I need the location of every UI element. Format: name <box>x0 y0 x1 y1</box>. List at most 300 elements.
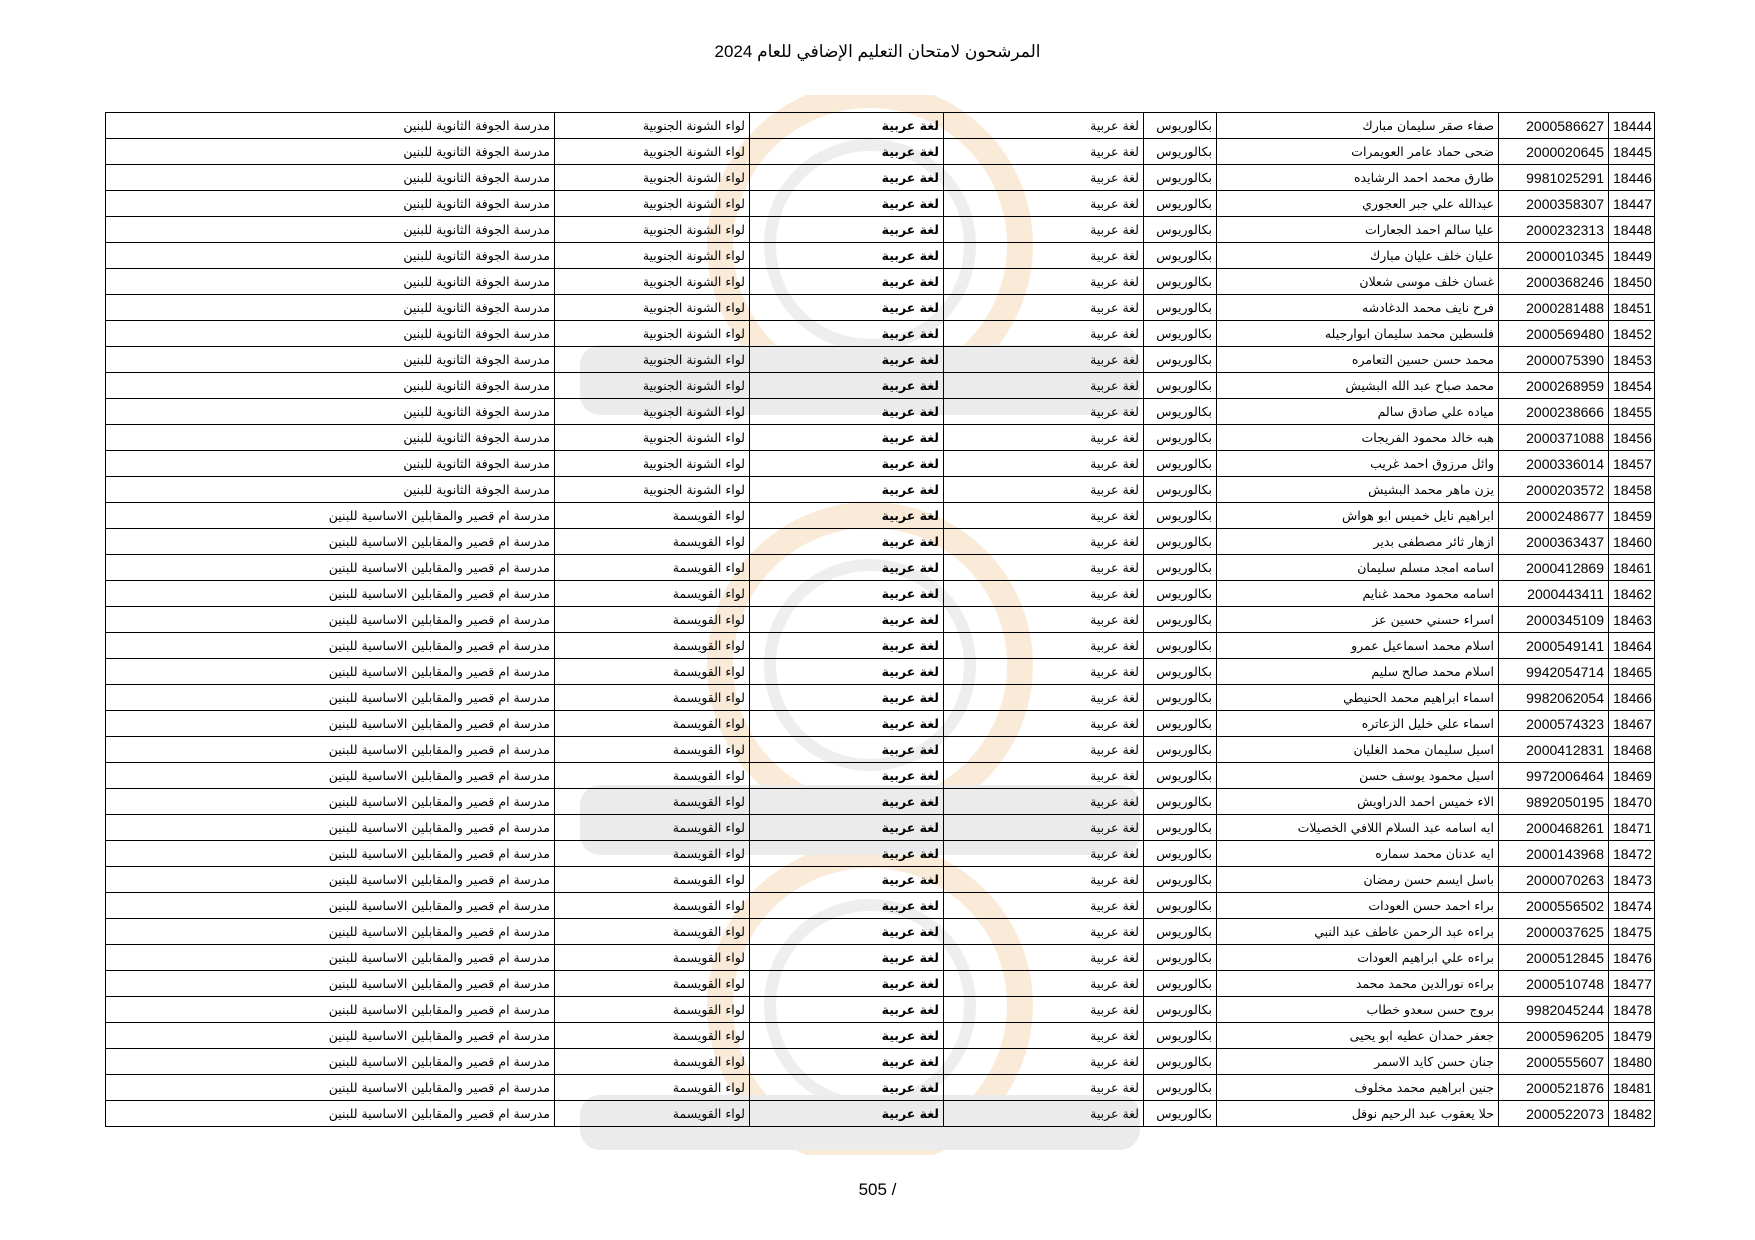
table-row <box>106 321 1655 347</box>
directorate-cell: لواء الشونة الجنوبية <box>555 165 750 191</box>
directorate-cell: لواء القويسمة <box>555 659 750 685</box>
branch-cell: لغة عربية <box>944 737 1144 763</box>
directorate-cell: لواء القويسمة <box>555 763 750 789</box>
certificate-cell: بكالوريوس <box>1144 373 1217 399</box>
national-id-cell: 2000037625 <box>1499 919 1609 945</box>
candidate-name-cell: عليان خلف عليان مبارك <box>1217 243 1499 269</box>
exam-school-cell: مدرسة الجوفة الثانوية للبنين <box>106 347 555 373</box>
table-row <box>106 269 1655 295</box>
specialty-cell: لغة عربية <box>750 1101 944 1127</box>
sequence-number-cell: 18475 <box>1609 919 1655 945</box>
table-row <box>106 555 1655 581</box>
exam-school-cell: مدرسة ام قصير والمقابلين الاساسية للبنين <box>106 1023 555 1049</box>
table-row <box>106 503 1655 529</box>
exam-school-cell: مدرسة ام قصير والمقابلين الاساسية للبنين <box>106 659 555 685</box>
exam-school-cell: مدرسة ام قصير والمقابلين الاساسية للبنين <box>106 815 555 841</box>
specialty-cell: لغة عربية <box>750 711 944 737</box>
sequence-number-cell: 18465 <box>1609 659 1655 685</box>
specialty-cell: لغة عربية <box>750 919 944 945</box>
table-row <box>106 789 1655 815</box>
certificate-cell: بكالوريوس <box>1144 867 1217 893</box>
certificate-cell: بكالوريوس <box>1144 243 1217 269</box>
national-id-cell: 2000549141 <box>1499 633 1609 659</box>
table-row <box>106 451 1655 477</box>
table-body <box>106 113 1655 1127</box>
exam-school-cell: مدرسة ام قصير والمقابلين الاساسية للبنين <box>106 607 555 633</box>
sequence-number-cell: 18482 <box>1609 1101 1655 1127</box>
directorate-cell: لواء القويسمة <box>555 685 750 711</box>
branch-cell: لغة عربية <box>944 113 1144 139</box>
sequence-number-cell: 18455 <box>1609 399 1655 425</box>
specialty-cell: لغة عربية <box>750 529 944 555</box>
sequence-number-cell: 18463 <box>1609 607 1655 633</box>
certificate-cell: بكالوريوس <box>1144 581 1217 607</box>
certificate-cell: بكالوريوس <box>1144 685 1217 711</box>
directorate-cell: لواء الشونة الجنوبية <box>555 373 750 399</box>
sequence-number-cell: 18477 <box>1609 971 1655 997</box>
sequence-number-cell: 18450 <box>1609 269 1655 295</box>
specialty-cell: لغة عربية <box>750 373 944 399</box>
sequence-number-cell: 18457 <box>1609 451 1655 477</box>
branch-cell: لغة عربية <box>944 451 1144 477</box>
branch-cell: لغة عربية <box>944 191 1144 217</box>
specialty-cell: لغة عربية <box>750 945 944 971</box>
exam-school-cell: مدرسة الجوفة الثانوية للبنين <box>106 165 555 191</box>
branch-cell: لغة عربية <box>944 763 1144 789</box>
certificate-cell: بكالوريوس <box>1144 139 1217 165</box>
branch-cell: لغة عربية <box>944 945 1144 971</box>
candidate-name-cell: براءه علي ابراهيم العودات <box>1217 945 1499 971</box>
candidate-name-cell: اسيل سليمان محمد الغليان <box>1217 737 1499 763</box>
directorate-cell: لواء الشونة الجنوبية <box>555 269 750 295</box>
exam-school-cell: مدرسة الجوفة الثانوية للبنين <box>106 321 555 347</box>
directorate-cell: لواء الشونة الجنوبية <box>555 451 750 477</box>
table-row <box>106 737 1655 763</box>
candidate-name-cell: صفاء صقر سليمان مبارك <box>1217 113 1499 139</box>
national-id-cell: 2000368246 <box>1499 269 1609 295</box>
sequence-number-cell: 18453 <box>1609 347 1655 373</box>
page-title: المرشحون لامتحان التعليم الإضافي للعام 2024 <box>714 42 1041 61</box>
candidate-name-cell: ايه عدنان محمد سماره <box>1217 841 1499 867</box>
specialty-cell: لغة عربية <box>750 191 944 217</box>
exam-school-cell: مدرسة ام قصير والمقابلين الاساسية للبنين <box>106 503 555 529</box>
directorate-cell: لواء الشونة الجنوبية <box>555 295 750 321</box>
exam-school-cell: مدرسة ام قصير والمقابلين الاساسية للبنين <box>106 633 555 659</box>
certificate-cell: بكالوريوس <box>1144 893 1217 919</box>
sequence-number-cell: 18447 <box>1609 191 1655 217</box>
candidate-name-cell: براءه عبد الرحمن عاطف عبد النبي <box>1217 919 1499 945</box>
exam-school-cell: مدرسة ام قصير والمقابلين الاساسية للبنين <box>106 893 555 919</box>
branch-cell: لغة عربية <box>944 555 1144 581</box>
candidate-name-cell: محمد حسن حسين التعامره <box>1217 347 1499 373</box>
branch-cell: لغة عربية <box>944 997 1144 1023</box>
directorate-cell: لواء القويسمة <box>555 555 750 581</box>
directorate-cell: لواء الشونة الجنوبية <box>555 399 750 425</box>
branch-cell: لغة عربية <box>944 971 1144 997</box>
branch-cell: لغة عربية <box>944 607 1144 633</box>
national-id-cell: 2000510748 <box>1499 971 1609 997</box>
exam-school-cell: مدرسة ام قصير والمقابلين الاساسية للبنين <box>106 867 555 893</box>
specialty-cell: لغة عربية <box>750 841 944 867</box>
candidate-name-cell: فلسطين محمد سليمان ابوارجيله <box>1217 321 1499 347</box>
national-id-cell: 2000238666 <box>1499 399 1609 425</box>
directorate-cell: لواء القويسمة <box>555 529 750 555</box>
national-id-cell: 9942054714 <box>1499 659 1609 685</box>
national-id-cell: 2000268959 <box>1499 373 1609 399</box>
sequence-number-cell: 18461 <box>1609 555 1655 581</box>
directorate-cell: لواء الشونة الجنوبية <box>555 139 750 165</box>
specialty-cell: لغة عربية <box>750 217 944 243</box>
specialty-cell: لغة عربية <box>750 893 944 919</box>
directorate-cell: لواء الشونة الجنوبية <box>555 477 750 503</box>
candidate-name-cell: باسل ايسم حسن رمضان <box>1217 867 1499 893</box>
sequence-number-cell: 18476 <box>1609 945 1655 971</box>
specialty-cell: لغة عربية <box>750 113 944 139</box>
directorate-cell: لواء الشونة الجنوبية <box>555 191 750 217</box>
table-row <box>106 841 1655 867</box>
specialty-cell: لغة عربية <box>750 269 944 295</box>
specialty-cell: لغة عربية <box>750 321 944 347</box>
directorate-cell: لواء الشونة الجنوبية <box>555 113 750 139</box>
sequence-number-cell: 18467 <box>1609 711 1655 737</box>
specialty-cell: لغة عربية <box>750 685 944 711</box>
specialty-cell: لغة عربية <box>750 1023 944 1049</box>
candidate-name-cell: جنين ابراهيم محمد مخلوف <box>1217 1075 1499 1101</box>
directorate-cell: لواء القويسمة <box>555 1023 750 1049</box>
table-row <box>106 243 1655 269</box>
sequence-number-cell: 18454 <box>1609 373 1655 399</box>
certificate-cell: بكالوريوس <box>1144 347 1217 373</box>
certificate-cell: بكالوريوس <box>1144 789 1217 815</box>
specialty-cell: لغة عربية <box>750 347 944 373</box>
table-row <box>106 165 1655 191</box>
candidate-name-cell: اسامه امجد مسلم سليمان <box>1217 555 1499 581</box>
table-row <box>106 893 1655 919</box>
national-id-cell: 2000574323 <box>1499 711 1609 737</box>
candidate-name-cell: يزن ماهر محمد البشيش <box>1217 477 1499 503</box>
directorate-cell: لواء القويسمة <box>555 893 750 919</box>
certificate-cell: بكالوريوس <box>1144 1023 1217 1049</box>
branch-cell: لغة عربية <box>944 841 1144 867</box>
national-id-cell: 2000371088 <box>1499 425 1609 451</box>
certificate-cell: بكالوريوس <box>1144 425 1217 451</box>
branch-cell: لغة عربية <box>944 581 1144 607</box>
exam-school-cell: مدرسة الجوفة الثانوية للبنين <box>106 139 555 165</box>
directorate-cell: لواء الشونة الجنوبية <box>555 217 750 243</box>
table-row <box>106 113 1655 139</box>
exam-school-cell: مدرسة الجوفة الثانوية للبنين <box>106 373 555 399</box>
page-number: 505 / <box>858 1180 897 1199</box>
table-row <box>106 295 1655 321</box>
directorate-cell: لواء القويسمة <box>555 789 750 815</box>
national-id-cell: 2000556502 <box>1499 893 1609 919</box>
branch-cell: لغة عربية <box>944 867 1144 893</box>
branch-cell: لغة عربية <box>944 789 1144 815</box>
certificate-cell: بكالوريوس <box>1144 841 1217 867</box>
specialty-cell: لغة عربية <box>750 425 944 451</box>
table-row <box>106 633 1655 659</box>
branch-cell: لغة عربية <box>944 1101 1144 1127</box>
table-row <box>106 529 1655 555</box>
exam-school-cell: مدرسة ام قصير والمقابلين الاساسية للبنين <box>106 1075 555 1101</box>
national-id-cell: 2000358307 <box>1499 191 1609 217</box>
exam-school-cell: مدرسة ام قصير والمقابلين الاساسية للبنين <box>106 711 555 737</box>
table-row <box>106 867 1655 893</box>
table-row <box>106 373 1655 399</box>
candidate-name-cell: مياده علي صادق سالم <box>1217 399 1499 425</box>
candidate-name-cell: فرح نايف محمد الدغادشه <box>1217 295 1499 321</box>
table-row <box>106 711 1655 737</box>
national-id-cell: 2000522073 <box>1499 1101 1609 1127</box>
branch-cell: لغة عربية <box>944 399 1144 425</box>
sequence-number-cell: 18481 <box>1609 1075 1655 1101</box>
table-row <box>106 815 1655 841</box>
exam-school-cell: مدرسة الجوفة الثانوية للبنين <box>106 243 555 269</box>
table-row <box>106 191 1655 217</box>
candidate-name-cell: بروج حسن سعدو خطاب <box>1217 997 1499 1023</box>
sequence-number-cell: 18459 <box>1609 503 1655 529</box>
specialty-cell: لغة عربية <box>750 789 944 815</box>
table-row <box>106 139 1655 165</box>
sequence-number-cell: 18469 <box>1609 763 1655 789</box>
branch-cell: لغة عربية <box>944 269 1144 295</box>
directorate-cell: لواء الشونة الجنوبية <box>555 425 750 451</box>
certificate-cell: بكالوريوس <box>1144 1049 1217 1075</box>
sequence-number-cell: 18480 <box>1609 1049 1655 1075</box>
certificate-cell: بكالوريوس <box>1144 945 1217 971</box>
certificate-cell: بكالوريوس <box>1144 971 1217 997</box>
table-row <box>106 685 1655 711</box>
certificate-cell: بكالوريوس <box>1144 269 1217 295</box>
sequence-number-cell: 18468 <box>1609 737 1655 763</box>
exam-school-cell: مدرسة ام قصير والمقابلين الاساسية للبنين <box>106 1049 555 1075</box>
table-row <box>106 1101 1655 1127</box>
candidate-name-cell: وائل مرزوق احمد غريب <box>1217 451 1499 477</box>
candidate-name-cell: اسراء حسني حسين عز <box>1217 607 1499 633</box>
branch-cell: لغة عربية <box>944 139 1144 165</box>
directorate-cell: لواء الشونة الجنوبية <box>555 321 750 347</box>
certificate-cell: بكالوريوس <box>1144 503 1217 529</box>
national-id-cell: 2000363437 <box>1499 529 1609 555</box>
directorate-cell: لواء القويسمة <box>555 607 750 633</box>
national-id-cell: 2000512845 <box>1499 945 1609 971</box>
branch-cell: لغة عربية <box>944 217 1144 243</box>
national-id-cell: 2000596205 <box>1499 1023 1609 1049</box>
specialty-cell: لغة عربية <box>750 295 944 321</box>
directorate-cell: لواء القويسمة <box>555 815 750 841</box>
table-row <box>106 919 1655 945</box>
directorate-cell: لواء القويسمة <box>555 919 750 945</box>
certificate-cell: بكالوريوس <box>1144 191 1217 217</box>
specialty-cell: لغة عربية <box>750 1049 944 1075</box>
specialty-cell: لغة عربية <box>750 815 944 841</box>
specialty-cell: لغة عربية <box>750 243 944 269</box>
branch-cell: لغة عربية <box>944 477 1144 503</box>
directorate-cell: لواء القويسمة <box>555 711 750 737</box>
national-id-cell: 9981025291 <box>1499 165 1609 191</box>
certificate-cell: بكالوريوس <box>1144 477 1217 503</box>
specialty-cell: لغة عربية <box>750 867 944 893</box>
candidate-name-cell: براءه نورالدين محمد محمد <box>1217 971 1499 997</box>
exam-school-cell: مدرسة ام قصير والمقابلين الاساسية للبنين <box>106 555 555 581</box>
directorate-cell: لواء القويسمة <box>555 1049 750 1075</box>
national-id-cell: 2000020645 <box>1499 139 1609 165</box>
branch-cell: لغة عربية <box>944 633 1144 659</box>
candidate-name-cell: ايه اسامه عبد السلام اللافي الخصيلات <box>1217 815 1499 841</box>
directorate-cell: لواء القويسمة <box>555 737 750 763</box>
branch-cell: لغة عربية <box>944 893 1144 919</box>
specialty-cell: لغة عربية <box>750 503 944 529</box>
table-row <box>106 607 1655 633</box>
exam-school-cell: مدرسة ام قصير والمقابلين الاساسية للبنين <box>106 763 555 789</box>
table-row <box>106 581 1655 607</box>
directorate-cell: لواء القويسمة <box>555 503 750 529</box>
candidate-name-cell: محمد صباح عبد الله البشيش <box>1217 373 1499 399</box>
certificate-cell: بكالوريوس <box>1144 919 1217 945</box>
sequence-number-cell: 18456 <box>1609 425 1655 451</box>
sequence-number-cell: 18466 <box>1609 685 1655 711</box>
specialty-cell: لغة عربية <box>750 477 944 503</box>
exam-school-cell: مدرسة الجوفة الثانوية للبنين <box>106 295 555 321</box>
branch-cell: لغة عربية <box>944 373 1144 399</box>
table-row <box>106 945 1655 971</box>
candidate-name-cell: الاء خميس احمد الدراويش <box>1217 789 1499 815</box>
candidates-table <box>105 112 1655 1127</box>
certificate-cell: بكالوريوس <box>1144 711 1217 737</box>
certificate-cell: بكالوريوس <box>1144 217 1217 243</box>
exam-school-cell: مدرسة الجوفة الثانوية للبنين <box>106 399 555 425</box>
candidate-name-cell: اسيل محمود يوسف حسن <box>1217 763 1499 789</box>
sequence-number-cell: 18474 <box>1609 893 1655 919</box>
national-id-cell: 2000345109 <box>1499 607 1609 633</box>
directorate-cell: لواء القويسمة <box>555 1075 750 1101</box>
branch-cell: لغة عربية <box>944 1023 1144 1049</box>
specialty-cell: لغة عربية <box>750 1075 944 1101</box>
national-id-cell: 2000203572 <box>1499 477 1609 503</box>
certificate-cell: بكالوريوس <box>1144 529 1217 555</box>
directorate-cell: لواء القويسمة <box>555 997 750 1023</box>
national-id-cell: 2000143968 <box>1499 841 1609 867</box>
national-id-cell: 9892050195 <box>1499 789 1609 815</box>
branch-cell: لغة عربية <box>944 165 1144 191</box>
sequence-number-cell: 18470 <box>1609 789 1655 815</box>
sequence-number-cell: 18446 <box>1609 165 1655 191</box>
national-id-cell: 2000569480 <box>1499 321 1609 347</box>
national-id-cell: 9982045244 <box>1499 997 1609 1023</box>
national-id-cell: 2000412831 <box>1499 737 1609 763</box>
specialty-cell: لغة عربية <box>750 451 944 477</box>
table-row <box>106 347 1655 373</box>
candidate-name-cell: جعفر حمدان عطيه ابو يحيى <box>1217 1023 1499 1049</box>
exam-school-cell: مدرسة الجوفة الثانوية للبنين <box>106 113 555 139</box>
certificate-cell: بكالوريوس <box>1144 399 1217 425</box>
certificate-cell: بكالوريوس <box>1144 607 1217 633</box>
candidate-name-cell: جنان حسن كايد الاسمر <box>1217 1049 1499 1075</box>
national-id-cell: 2000443411 <box>1499 581 1609 607</box>
national-id-cell: 2000468261 <box>1499 815 1609 841</box>
candidate-name-cell: ابراهيم نايل خميس ابو هواش <box>1217 503 1499 529</box>
specialty-cell: لغة عربية <box>750 165 944 191</box>
candidate-name-cell: عليا سالم احمد الجعارات <box>1217 217 1499 243</box>
candidate-name-cell: اسلام محمد صالح سليم <box>1217 659 1499 685</box>
directorate-cell: لواء القويسمة <box>555 945 750 971</box>
sequence-number-cell: 18473 <box>1609 867 1655 893</box>
sequence-number-cell: 18478 <box>1609 997 1655 1023</box>
branch-cell: لغة عربية <box>944 659 1144 685</box>
national-id-cell: 2000075390 <box>1499 347 1609 373</box>
national-id-cell: 2000248677 <box>1499 503 1609 529</box>
national-id-cell: 2000586627 <box>1499 113 1609 139</box>
sequence-number-cell: 18444 <box>1609 113 1655 139</box>
branch-cell: لغة عربية <box>944 1049 1144 1075</box>
exam-school-cell: مدرسة الجوفة الثانوية للبنين <box>106 269 555 295</box>
exam-school-cell: مدرسة الجوفة الثانوية للبنين <box>106 191 555 217</box>
sequence-number-cell: 18458 <box>1609 477 1655 503</box>
table-row <box>106 997 1655 1023</box>
table-row <box>106 399 1655 425</box>
certificate-cell: بكالوريوس <box>1144 295 1217 321</box>
national-id-cell: 9972006464 <box>1499 763 1609 789</box>
specialty-cell: لغة عربية <box>750 997 944 1023</box>
exam-school-cell: مدرسة الجوفة الثانوية للبنين <box>106 425 555 451</box>
exam-school-cell: مدرسة ام قصير والمقابلين الاساسية للبنين <box>106 997 555 1023</box>
branch-cell: لغة عربية <box>944 321 1144 347</box>
table-row <box>106 659 1655 685</box>
branch-cell: لغة عربية <box>944 295 1144 321</box>
table-row <box>106 477 1655 503</box>
candidate-name-cell: اسلام محمد اسماعيل عمرو <box>1217 633 1499 659</box>
specialty-cell: لغة عربية <box>750 971 944 997</box>
certificate-cell: بكالوريوس <box>1144 763 1217 789</box>
branch-cell: لغة عربية <box>944 815 1144 841</box>
exam-school-cell: مدرسة ام قصير والمقابلين الاساسية للبنين <box>106 919 555 945</box>
candidate-name-cell: حلا يعقوب عبد الرحيم نوفل <box>1217 1101 1499 1127</box>
table-row <box>106 763 1655 789</box>
table-row <box>106 971 1655 997</box>
exam-school-cell: مدرسة الجوفة الثانوية للبنين <box>106 451 555 477</box>
candidate-name-cell: اسماء علي خليل الزعاتره <box>1217 711 1499 737</box>
branch-cell: لغة عربية <box>944 347 1144 373</box>
candidate-name-cell: براء احمد حسن العودات <box>1217 893 1499 919</box>
directorate-cell: لواء القويسمة <box>555 1101 750 1127</box>
table-row <box>106 1049 1655 1075</box>
specialty-cell: لغة عربية <box>750 737 944 763</box>
certificate-cell: بكالوريوس <box>1144 659 1217 685</box>
table-row <box>106 217 1655 243</box>
specialty-cell: لغة عربية <box>750 555 944 581</box>
directorate-cell: لواء القويسمة <box>555 867 750 893</box>
sequence-number-cell: 18472 <box>1609 841 1655 867</box>
table-row <box>106 1023 1655 1049</box>
exam-school-cell: مدرسة ام قصير والمقابلين الاساسية للبنين <box>106 529 555 555</box>
exam-school-cell: مدرسة ام قصير والمقابلين الاساسية للبنين <box>106 581 555 607</box>
branch-cell: لغة عربية <box>944 503 1144 529</box>
exam-school-cell: مدرسة ام قصير والمقابلين الاساسية للبنين <box>106 841 555 867</box>
national-id-cell: 2000281488 <box>1499 295 1609 321</box>
sequence-number-cell: 18452 <box>1609 321 1655 347</box>
certificate-cell: بكالوريوس <box>1144 815 1217 841</box>
sequence-number-cell: 18448 <box>1609 217 1655 243</box>
specialty-cell: لغة عربية <box>750 659 944 685</box>
exam-school-cell: مدرسة ام قصير والمقابلين الاساسية للبنين <box>106 737 555 763</box>
national-id-cell: 2000412869 <box>1499 555 1609 581</box>
sequence-number-cell: 18449 <box>1609 243 1655 269</box>
sequence-number-cell: 18471 <box>1609 815 1655 841</box>
certificate-cell: بكالوريوس <box>1144 997 1217 1023</box>
table-row <box>106 425 1655 451</box>
national-id-cell: 2000070263 <box>1499 867 1609 893</box>
candidate-name-cell: عبدالله علي جبر العجوري <box>1217 191 1499 217</box>
